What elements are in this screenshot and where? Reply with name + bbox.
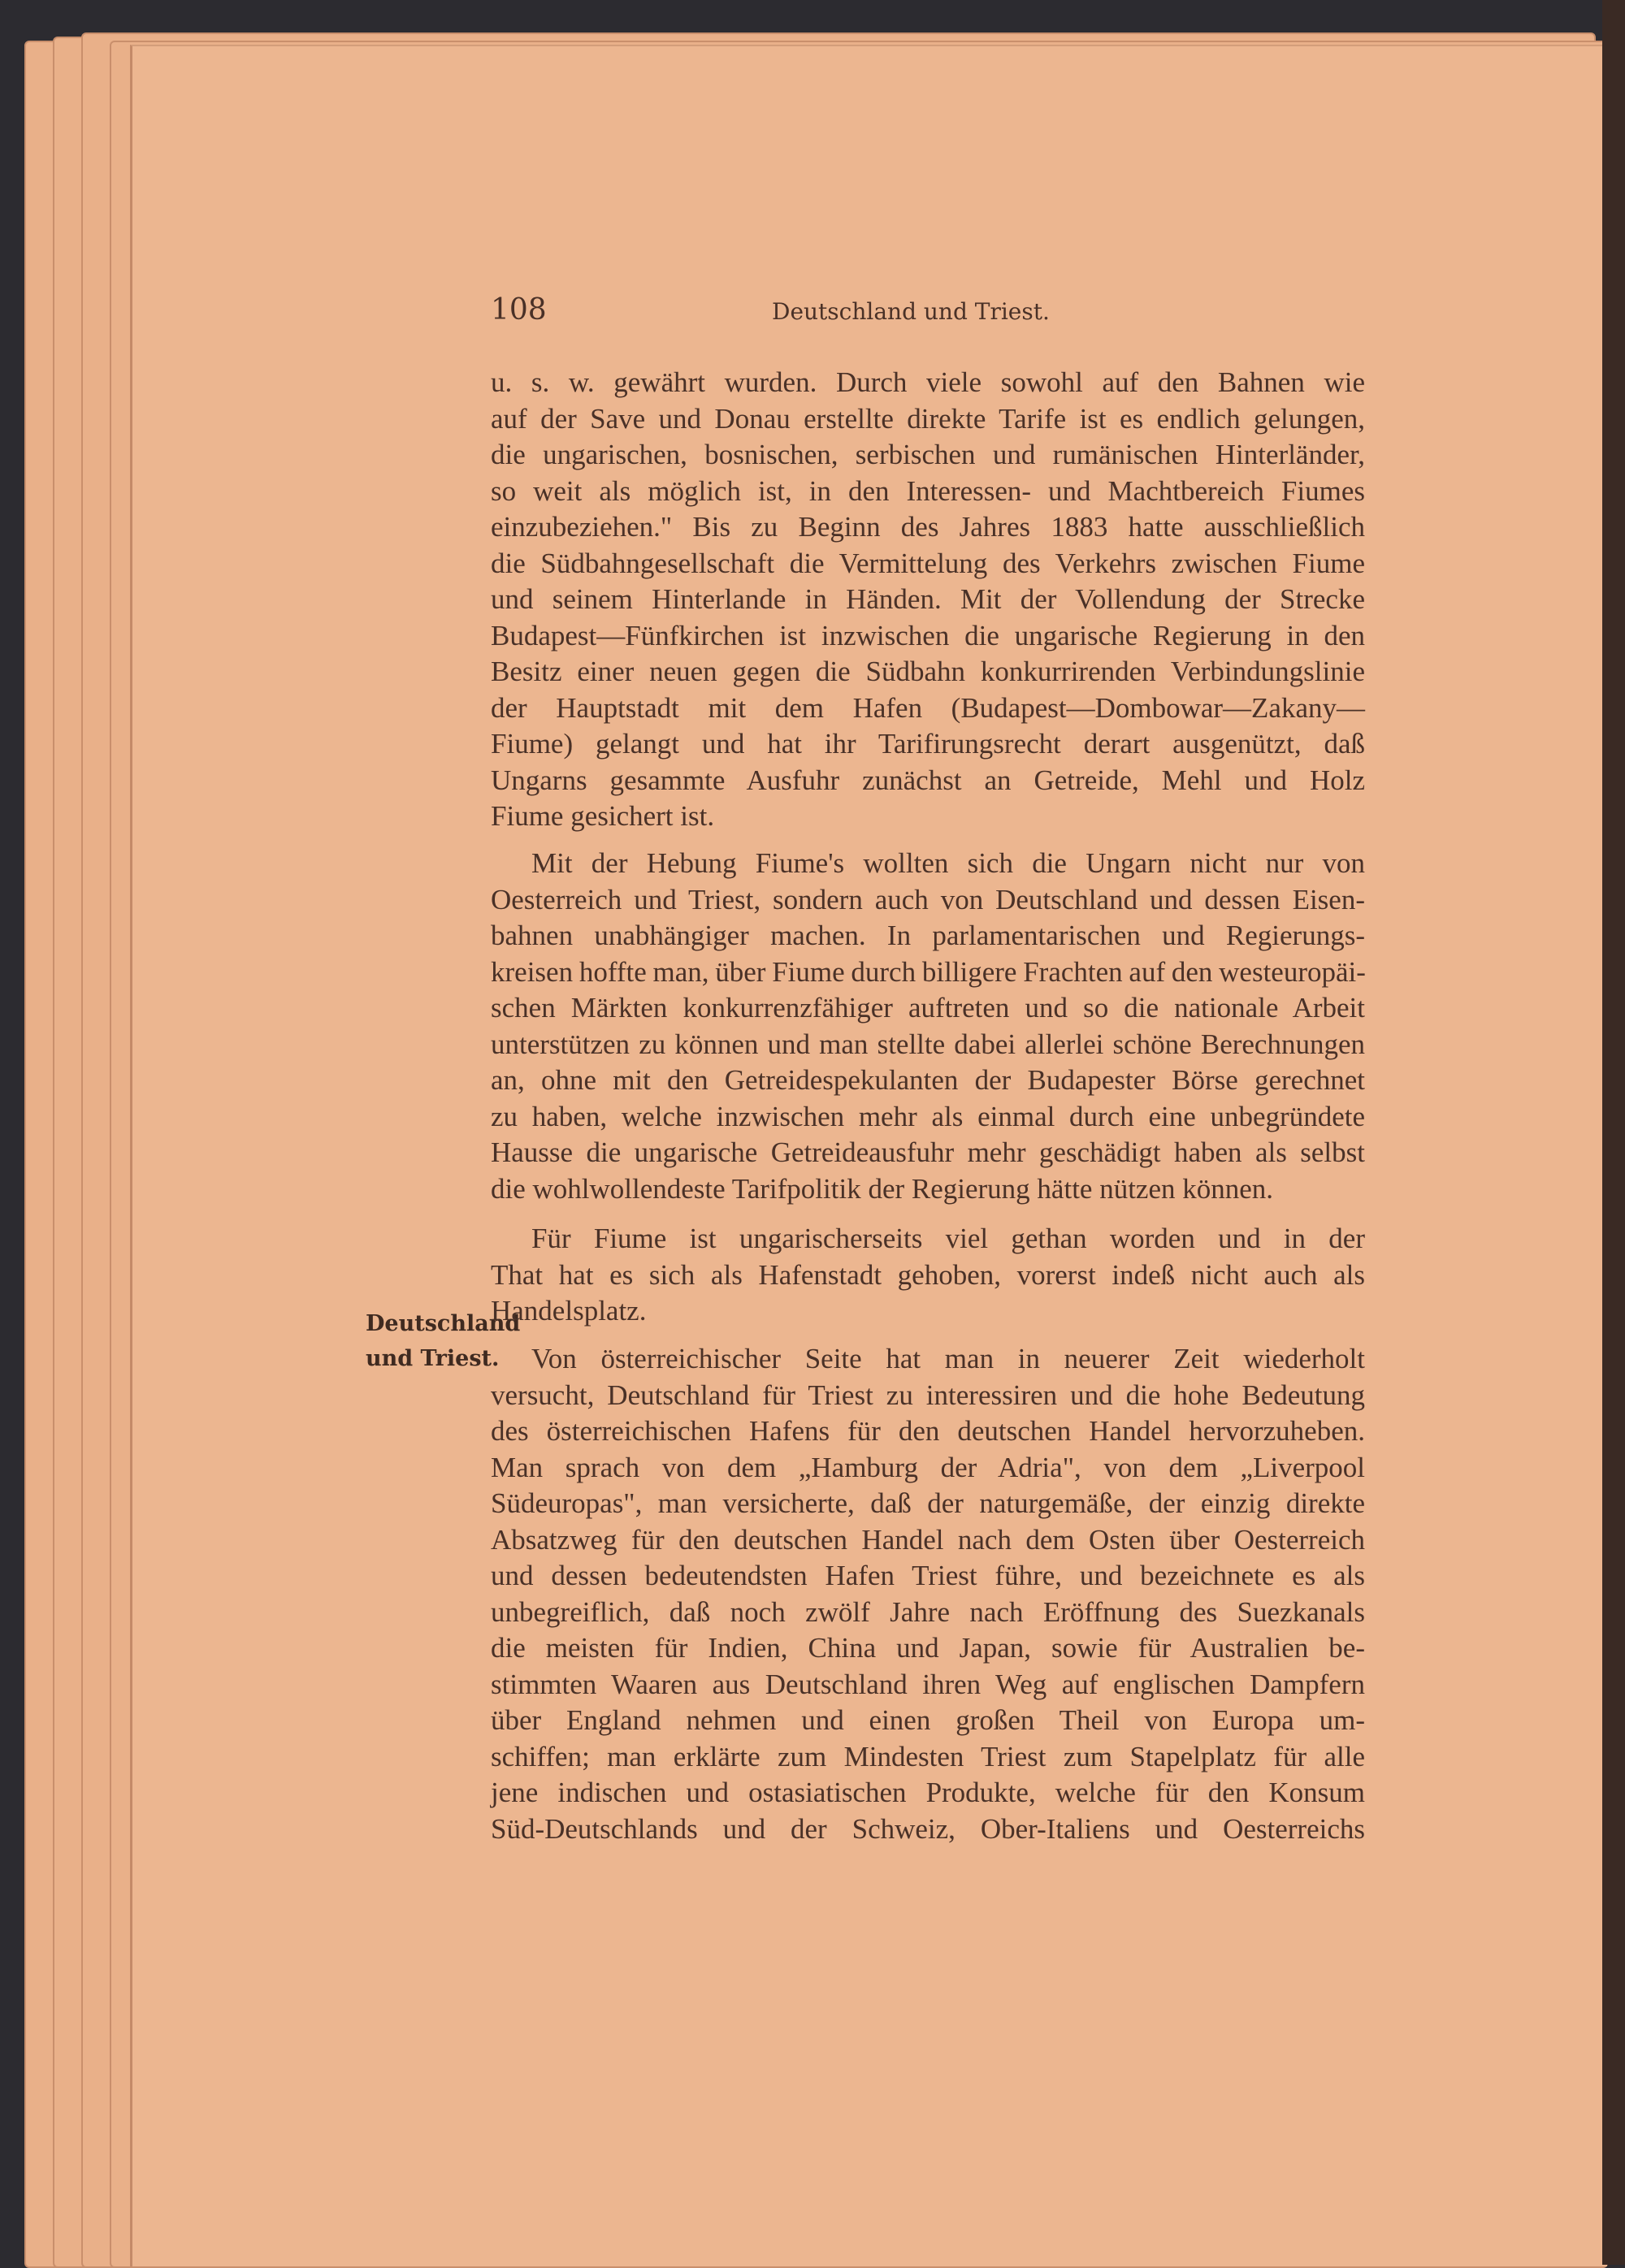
text-line: auf der Save und Donau erstellte direkte Tarife ist es endlich gelungen,	[491, 402, 1365, 435]
sidenote-line: und Triest.	[366, 1346, 500, 1371]
text-line: und seinem Hinterlande in Händen. Mit der Vollendung der Strecke	[491, 583, 1365, 615]
text-line: u. s. w. gewährt wurden. Durch viele sowohl auf den Bahnen wie	[491, 366, 1365, 398]
page-number: 108	[491, 293, 547, 327]
text-line: Süd-Deutschlands und der Schweiz, Ober-Italiens und Oesterreichs	[491, 1812, 1365, 1845]
text-line: Fiume gesichert ist.	[491, 800, 715, 832]
text-line: einzubeziehen." Bis zu Beginn des Jahres 1883 hatte ausschließlich	[491, 511, 1365, 543]
text-line: schen Märkten konkurrenzfähiger auftreten und so die nationale Arbeit	[491, 992, 1365, 1024]
running-title: Deutschland und Triest.	[772, 298, 1050, 325]
text-line: Handelsplatz.	[491, 1295, 647, 1327]
text-line: die meisten für Indien, China und Japan, sowie für Australien be-	[491, 1632, 1365, 1664]
text-line: unbegreiflich, daß noch zwölf Jahre nach Eröffnung des Suezkanals	[491, 1595, 1365, 1628]
text-line: die Südbahngesellschaft die Vermittelung des Verkehrs zwischen Fiume	[491, 547, 1365, 579]
text-line: der Hauptstadt mit dem Hafen (Budapest—Dombowar—Zakany—	[491, 691, 1365, 724]
binding-edge	[1602, 0, 1625, 2265]
text-line: versucht, Deutschland für Triest zu interessiren und die hohe Bedeutung	[491, 1379, 1365, 1411]
text-line: Absatzweg für den deutschen Handel nach dem Osten über Oesterreich	[491, 1523, 1365, 1556]
text-line: Von österreichischer Seite hat man in neuerer Zeit wiederholt	[531, 1343, 1365, 1374]
text-line: Ungarns gesammte Ausfuhr zunächst an Getreide, Mehl und Holz	[491, 764, 1365, 796]
text-line: an, ohne mit den Getreidespekulanten der Budapester Börse gerechnet	[491, 1064, 1365, 1096]
text-line: bahnen unabhängiger machen. In parlamentarischen und Regierungs-	[491, 920, 1365, 951]
text-line: schiffen; man erklärte zum Mindesten Triest zum Stapelplatz für alle	[491, 1740, 1365, 1772]
text-line: kreisen hoffte man, über Fiume durch billigere Frachten auf den westeuropäi-	[491, 955, 1366, 988]
text-line: Fiume) gelangt und hat ihr Tarifirungsrecht derart ausgenützt, daß	[491, 728, 1365, 760]
text-line: Budapest—Fünfkirchen ist inzwischen die ungarische Regierung in den	[491, 619, 1365, 651]
sidenote-line: Deutschland	[366, 1311, 521, 1336]
text-line: über England nehmen und einen großen Theil von Europa um-	[491, 1704, 1365, 1736]
text-line: und dessen bedeutendsten Hafen Triest führe, und bezeichnete es als	[491, 1560, 1365, 1591]
text-line: Man sprach von dem „Hamburg der Adria", von dem „Liverpool	[491, 1451, 1365, 1483]
text-line: Mit der Hebung Fiume's wollten sich die Ungarn nicht nur von	[531, 847, 1365, 879]
text-line: Südeuropas", man versicherte, daß der naturgemäße, der einzig direkte	[491, 1487, 1365, 1519]
text-line: so weit als möglich ist, in den Interessen- und Machtbereich Fiumes	[491, 474, 1365, 507]
text-line: die wohlwollendeste Tarifpolitik der Regierung hätte nützen können.	[491, 1172, 1274, 1205]
text-line: des österreichischen Hafens für den deutschen Handel hervorzuheben.	[491, 1415, 1365, 1447]
text-line: Für Fiume ist ungarischerseits viel gethan worden und in der	[531, 1223, 1365, 1254]
text-line: stimmten Waaren aus Deutschland ihren Weg auf englischen Dampfern	[491, 1668, 1365, 1700]
text-line: zu haben, welche inzwischen mehr als einmal durch eine unbegründete	[491, 1100, 1365, 1132]
text-line: die ungarischen, bosnischen, serbischen und rumänischen Hinterländer,	[491, 439, 1365, 470]
text-line: That hat es sich als Hafenstadt gehoben, vorerst indeß nicht auch als	[491, 1258, 1365, 1291]
text-line: jene indischen und ostasiatischen Produkte, welche für den Konsum	[491, 1777, 1365, 1808]
text-line: Oesterreich und Triest, sondern auch von Deutschland und dessen Eisen-	[491, 883, 1365, 915]
text-line: Besitz einer neuen gegen die Südbahn konkurrirenden Verbindungslinie	[491, 656, 1365, 687]
text-line: unterstützen zu können und man stellte dabei allerlei schöne Berechnungen	[491, 1028, 1365, 1060]
text-line: Hausse die ungarische Getreideausfuhr mehr geschädigt haben als selbst	[491, 1136, 1365, 1168]
